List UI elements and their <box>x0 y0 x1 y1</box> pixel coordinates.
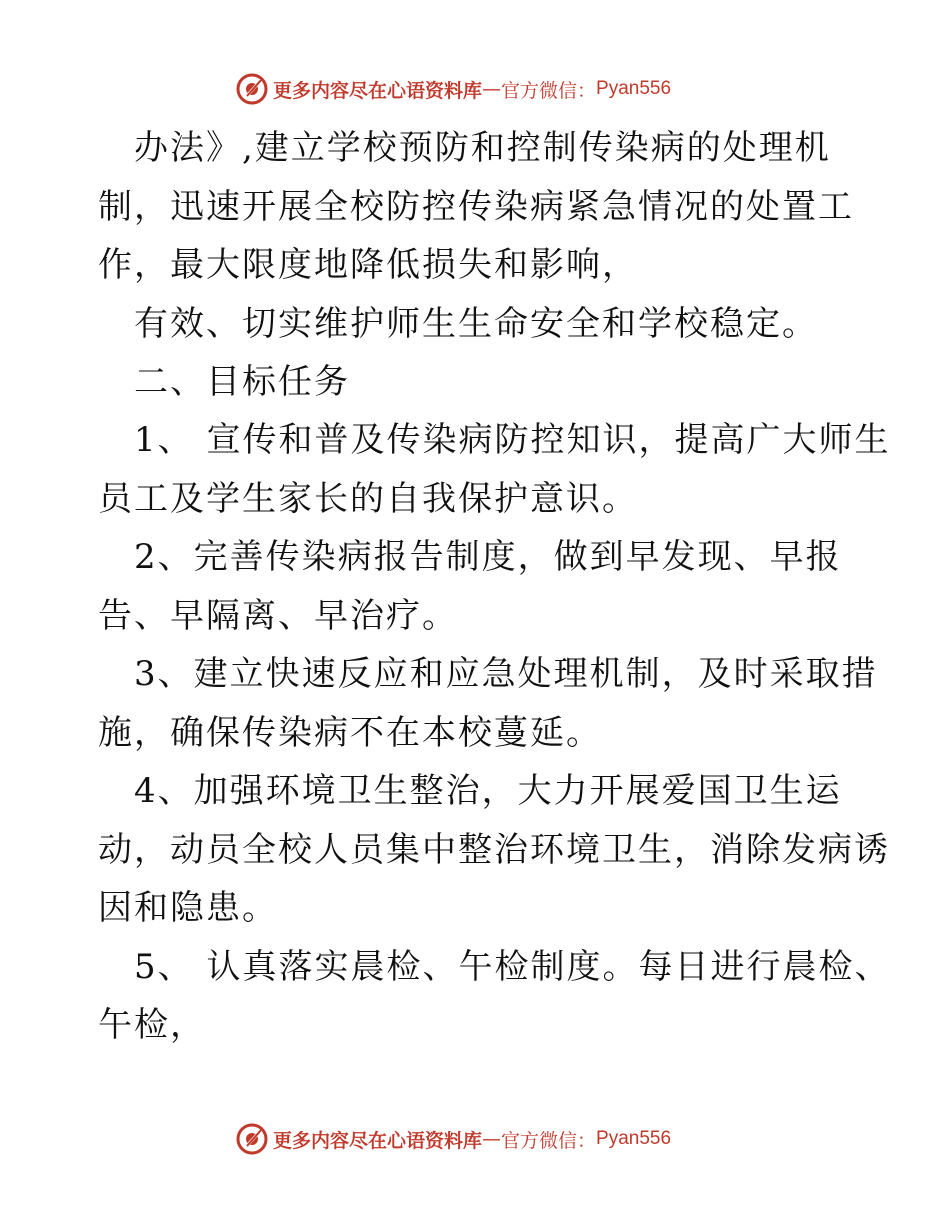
logo-icon <box>235 1122 269 1156</box>
text-line: 告、早隔离、早治疗。 <box>98 596 458 636</box>
text-line: 作，最大限度地降低损失和影响， <box>98 245 638 285</box>
banner-title: 更多内容尽在心语资料库 <box>273 79 483 102</box>
banner-wechat-id: Pyan556 <box>596 1128 672 1149</box>
banner-dash: — <box>482 1128 502 1150</box>
text-line: 有效、切实维护师生生命安全和学校稳定。 <box>134 304 818 344</box>
banner-wechat-id: Pyan556 <box>596 78 672 99</box>
banner-title: 更多内容尽在心语资料库 <box>273 1129 483 1152</box>
banner-wechat-label: 官方微信： <box>501 1129 597 1152</box>
text-line: 办法》,建立学校预防和控制传染病的处理机 <box>134 128 831 168</box>
text-line: 4、加强环境卫生整治，大力开展爱国卫生运 <box>134 771 842 811</box>
text-line: 午检， <box>98 1005 206 1045</box>
text-line: 1、 宣传和普及传染病防控知识，提高广大师生 <box>134 420 891 460</box>
banner-wechat-label: 官方微信： <box>501 79 597 102</box>
banner-dash: — <box>482 78 502 100</box>
text-line: 动，动员全校人员集中整治环境卫生，消除发病诱 <box>98 830 890 870</box>
logo-icon <box>235 72 269 106</box>
text-line: 5、 认真落实晨检、午检制度。每日进行晨检、 <box>134 947 891 987</box>
header-banner <box>235 72 671 106</box>
footer-banner <box>235 1122 671 1156</box>
text-line: 员工及学生家长的自我保护意识。 <box>98 479 638 519</box>
text-line: 因和隐患。 <box>98 888 278 928</box>
text-line: 制，迅速开展全校防控传染病紧急情况的处置工 <box>98 187 854 227</box>
text-line: 3、建立快速反应和应急处理机制，及时采取措 <box>134 654 878 694</box>
section-heading: 二、目标任务 <box>134 362 350 402</box>
text-line: 2、完善传染病报告制度，做到早发现、早报 <box>134 537 842 577</box>
text-line: 施，确保传染病不在本校蔓延。 <box>98 713 602 753</box>
